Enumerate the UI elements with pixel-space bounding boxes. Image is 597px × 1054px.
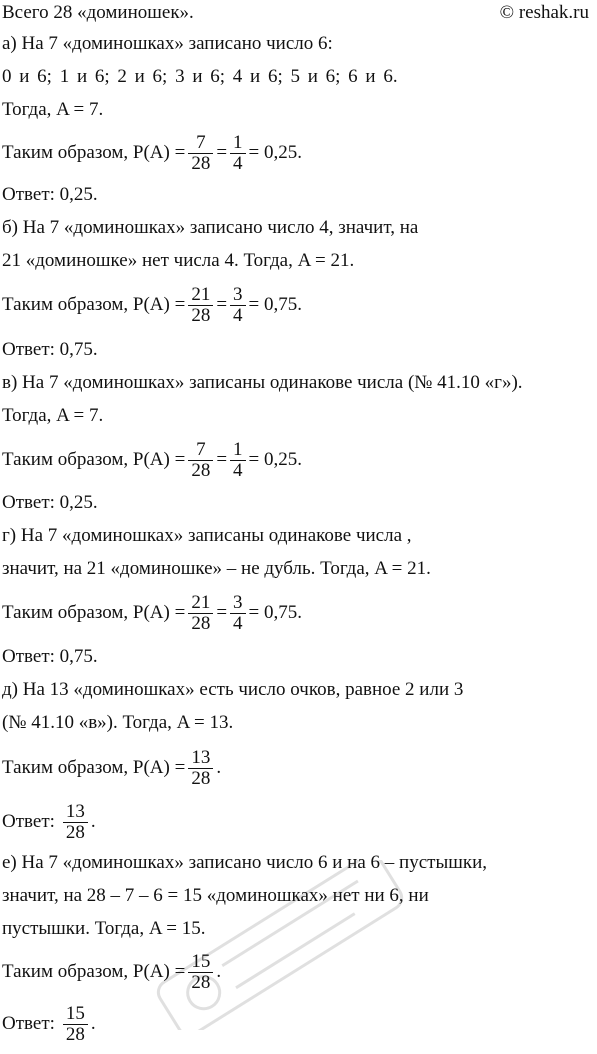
- part-a-answer: Ответ: 0,25.: [2, 184, 98, 205]
- fraction: [188, 593, 213, 634]
- eq-prefix: Таким образом, P(A) =: [2, 757, 186, 778]
- site-credit: © reshak.ru: [499, 2, 589, 23]
- eq-prefix: Таким образом, P(A) =: [2, 142, 186, 163]
- fraction-numerator: 13: [65, 800, 85, 822]
- fraction-denominator: 28: [188, 460, 213, 481]
- equals-sign: =: [216, 449, 228, 470]
- period: .: [90, 1013, 96, 1034]
- fraction-denominator: 4: [230, 613, 246, 634]
- part-g-intro-line2: значит, на 21 «доминошке» – не дубль. Тогда, A = 21.: [2, 558, 431, 579]
- fraction-numerator: 3: [233, 591, 243, 613]
- part-a-equation: [2, 123, 302, 183]
- part-v-intro-line1: в) На 7 «доминошках» записаны одинакове числа (№ 41.10 «г»).: [2, 372, 523, 393]
- answer-label: Ответ:: [2, 1013, 55, 1034]
- fraction-numerator: 13: [191, 746, 211, 768]
- part-e-intro-line3: пустышки. Тогда, A = 15.: [2, 918, 206, 939]
- fraction: [230, 133, 246, 174]
- eq-result: = 0,25.: [248, 142, 302, 163]
- part-e-answer: [2, 996, 96, 1052]
- part-v-answer: Ответ: 0,25.: [2, 492, 98, 513]
- part-a-then: Тогда, A = 7.: [2, 99, 104, 120]
- part-e-equation: [2, 942, 221, 1002]
- part-b-intro-line2: 21 «доминошке» нет числа 4. Тогда, A = 21.: [2, 250, 355, 271]
- part-a-pairs: 0 и 6; 1 и 6; 2 и 6; 3 и 6; 4 и 6; 5 и 6; 6 и 6.: [2, 66, 398, 87]
- part-d-intro-line2: (№ 41.10 «в»). Тогда, A = 13.: [2, 712, 234, 733]
- part-a-intro: а) На 7 «доминошках» записано число 6:: [2, 33, 333, 54]
- fraction-numerator: 7: [196, 131, 206, 153]
- part-b-equation: [2, 275, 302, 335]
- fraction-denominator: 4: [230, 305, 246, 326]
- fraction: [63, 1004, 88, 1045]
- part-g-equation: [2, 583, 302, 643]
- period: .: [90, 811, 96, 832]
- eq-prefix: Таким образом, P(A) =: [2, 961, 186, 982]
- equals-sign: =: [216, 142, 228, 163]
- eq-result: = 0,25.: [248, 449, 302, 470]
- fraction: [188, 952, 213, 993]
- part-v-equation: [2, 430, 302, 490]
- part-d-answer: [2, 794, 96, 850]
- fraction: [188, 133, 213, 174]
- fraction-numerator: 7: [196, 438, 206, 460]
- fraction-denominator: 28: [188, 153, 213, 174]
- part-e-intro-line2: значит, на 28 – 7 – 6 = 15 «доминошках» нет ни 6, ни: [2, 885, 429, 906]
- fraction-numerator: 15: [191, 950, 211, 972]
- fraction-numerator: 21: [191, 283, 211, 305]
- fraction-denominator: 28: [188, 768, 213, 789]
- fraction: [230, 593, 246, 634]
- document-title: Всего 28 «доминошек».: [2, 2, 194, 23]
- part-d-equation: [2, 738, 221, 798]
- fraction: [63, 802, 88, 843]
- fraction-numerator: 15: [65, 1002, 85, 1024]
- eq-result: = 0,75.: [248, 602, 302, 623]
- fraction-numerator: 1: [233, 438, 243, 460]
- eq-prefix: Таким образом, P(A) =: [2, 449, 186, 470]
- equals-sign: =: [216, 294, 228, 315]
- fraction: [188, 748, 213, 789]
- fraction-denominator: 28: [63, 1024, 88, 1045]
- fraction-denominator: 4: [230, 460, 246, 481]
- eq-prefix: Таким образом, P(A) =: [2, 602, 186, 623]
- fraction-denominator: 28: [63, 822, 88, 843]
- fraction-numerator: 21: [191, 591, 211, 613]
- part-b-answer: Ответ: 0,75.: [2, 339, 98, 360]
- part-d-intro-line1: д) На 13 «доминошках» есть число очков, равное 2 или 3: [2, 679, 464, 700]
- part-g-intro-line1: г) На 7 «доминошках» записаны одинакове числа ,: [2, 525, 412, 546]
- part-g-answer: Ответ: 0,75.: [2, 646, 98, 667]
- eq-result: = 0,75.: [248, 294, 302, 315]
- fraction: [230, 440, 246, 481]
- fraction-denominator: 28: [188, 305, 213, 326]
- period: .: [216, 961, 222, 982]
- eq-prefix: Таким образом, P(A) =: [2, 294, 186, 315]
- part-e-intro-line1: е) На 7 «доминошках» записано число 6 и на 6 – пустышки,: [2, 852, 487, 873]
- fraction-denominator: 4: [230, 153, 246, 174]
- fraction: [230, 285, 246, 326]
- answer-label: Ответ:: [2, 811, 55, 832]
- fraction: [188, 440, 213, 481]
- period: .: [216, 757, 222, 778]
- part-v-intro-line2: Тогда, A = 7.: [2, 405, 104, 426]
- equals-sign: =: [216, 602, 228, 623]
- part-b-intro-line1: б) На 7 «доминошках» записано число 4, значит, на: [2, 217, 419, 238]
- fraction-numerator: 1: [233, 131, 243, 153]
- fraction-numerator: 3: [233, 283, 243, 305]
- fraction: [188, 285, 213, 326]
- fraction-denominator: 28: [188, 972, 213, 993]
- fraction-denominator: 28: [188, 613, 213, 634]
